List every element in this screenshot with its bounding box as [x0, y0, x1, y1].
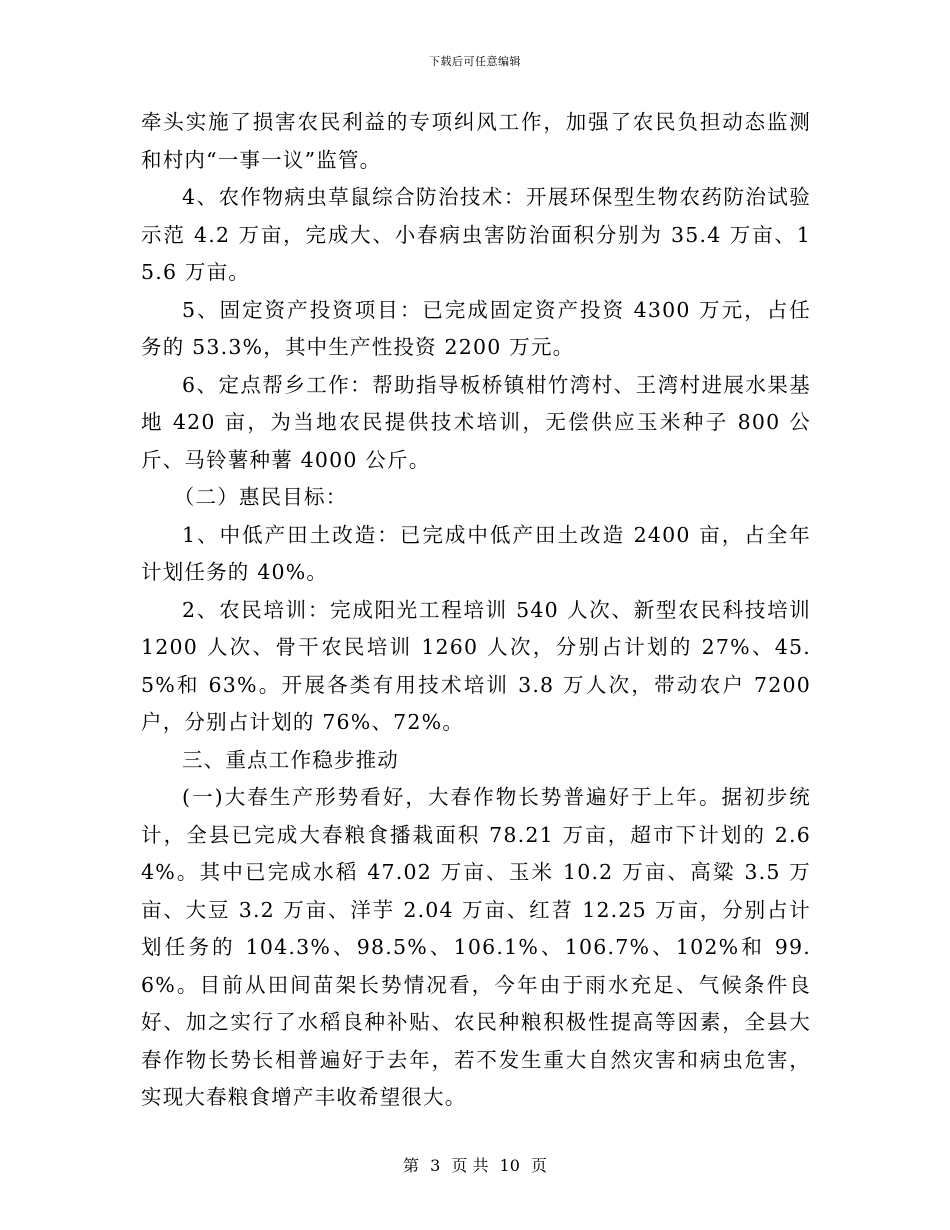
- footer-total-pages: 10: [499, 1156, 520, 1175]
- paragraph-continuation: 牵头实施了损害农民利益的专项纠风工作，加强了农民负担动态监测和村内“一事一议”监管。: [141, 110, 811, 172]
- footer-suffix: 页: [531, 1156, 548, 1175]
- paragraph-field-improvement: 1、中低产田土改造：已完成中低产田土改造 2400 亩，占全年计划任务的 40%。: [141, 522, 811, 584]
- footer-prefix: 第: [402, 1156, 419, 1175]
- paragraph-farmer-training: 2、农民培训：完成阳光工程培训 540 人次、新型农民科技培训 1200 人次、骨干农民培训 1260 人次，分别占计划的 27%、45.5%和 63%。开展各类有用技术培训 3.8 万人次，带动农户 7200 户，分别占计划的 76%、72%。: [141, 597, 811, 734]
- section-heading-benefit-goals: （二）惠民目标：: [173, 485, 348, 509]
- paragraph-township-assistance: 6、定点帮乡工作：帮助指导板桥镇柑竹湾村、王湾村进展水果基地 420 亩，为当地农民提供技术培训，无偿供应玉米种子 800 公斤、马铃薯种薯 4000 公斤。: [141, 372, 811, 472]
- page-footer: [0, 1153, 950, 1176]
- footer-middle: 页 共: [451, 1156, 489, 1175]
- paragraph-spring-production: (一)大春生产形势看好，大春作物长势普遍好于上年。据初步统计，全县已完成大春粮食播栽面积 78.21 万亩，超市下计划的 2.64%。其中已完成水稻 47.02 万亩、玉米 10.2 万亩、高粱 3.5 万亩、大豆 3.2 万亩、洋芋 2.04 万亩、红苕 12.25 万亩，分别占计划任务的 104.3%、98.5%、106.1%、106.7%、102%和 99.6%。目前从田间苗架长势情况看，今年由于雨水充足、气候条件良好、加之实行了水稻良种补贴、农民种粮积极性提高等因素，全县大春作物长势长相普遍好于去年，若不发生重大自然灾害和病虫危害，实现大春粮食增产丰收希望很大。: [141, 785, 811, 1109]
- section-heading-key-work: 三、重点工作稳步推动: [182, 747, 399, 772]
- document-body: [141, 104, 811, 1117]
- paragraph-pest-control: 4、农作物病虫草鼠综合防治技术：开展环保型生物农药防治试验示范 4.2 万亩，完成大、小春病虫害防治面积分别为 35.4 万亩、15.6 万亩。: [141, 185, 811, 284]
- footer-page-number: 3: [430, 1156, 441, 1175]
- page-header-note: 下载后可任意编辑: [429, 55, 521, 68]
- paragraph-fixed-assets: 5、固定资产投资项目：已完成固定资产投资 4300 万元，占任务的 53.3%，其中生产性投资 2200 万元。: [141, 297, 811, 359]
